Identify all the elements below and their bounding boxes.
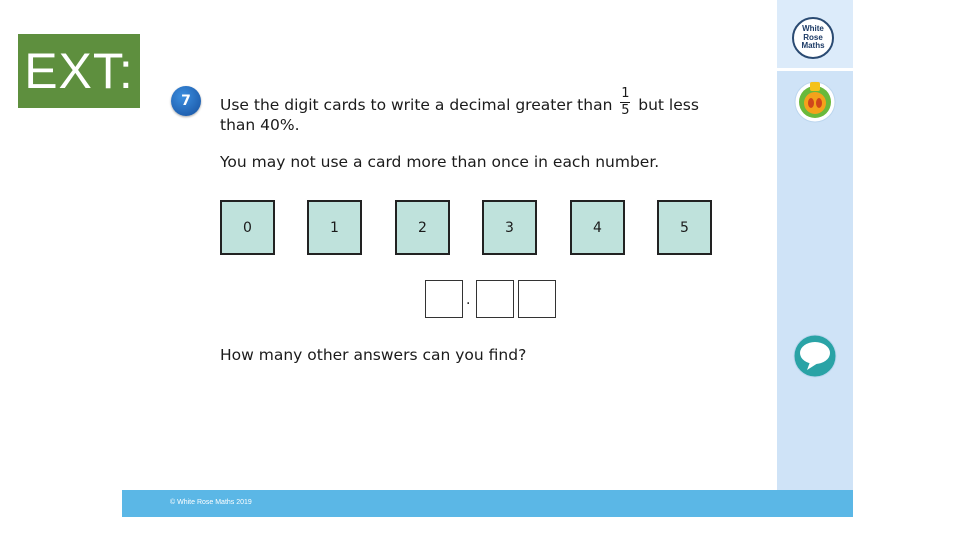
white-rose-maths-logo [792,17,834,59]
copyright-text: © White Rose Maths 2019 [170,499,252,506]
footer-bar [122,490,853,517]
speech-bubble-icon [792,333,838,379]
logo-line-2: Rose [803,32,823,42]
answer-box-tenths[interactable] [476,280,514,318]
side-panel-divider [777,68,853,71]
ext-badge: EXT: [18,34,140,108]
digit-card-3[interactable]: 3 [482,200,537,255]
decimal-point: . [466,292,471,308]
question-text-end: but less [638,96,699,114]
answer-box-hundredths[interactable] [518,280,556,318]
digit-card-0[interactable]: 0 [220,200,275,255]
digit-card-4[interactable]: 4 [570,200,625,255]
fraction-numerator: 1 [621,86,630,101]
side-panel [777,0,853,490]
logo-line-1: White [802,24,824,34]
followup-question: How many other answers can you find? [220,346,527,364]
question-number-badge: 7 [171,86,201,116]
digit-card-5[interactable]: 5 [657,200,712,255]
reasoning-icon [793,78,837,124]
question-text-start: Use the digit cards to write a decimal greater than [220,96,613,114]
fraction-denominator: 5 [621,103,630,118]
fraction-one-fifth [620,87,630,118]
question-line-2: than 40%. [220,116,300,134]
digit-card-1[interactable]: 1 [307,200,362,255]
digit-card-2[interactable]: 2 [395,200,450,255]
answer-box-units[interactable] [425,280,463,318]
instruction-text: You may not use a card more than once in each number. [220,153,660,171]
logo-line-3: Maths [801,41,825,51]
